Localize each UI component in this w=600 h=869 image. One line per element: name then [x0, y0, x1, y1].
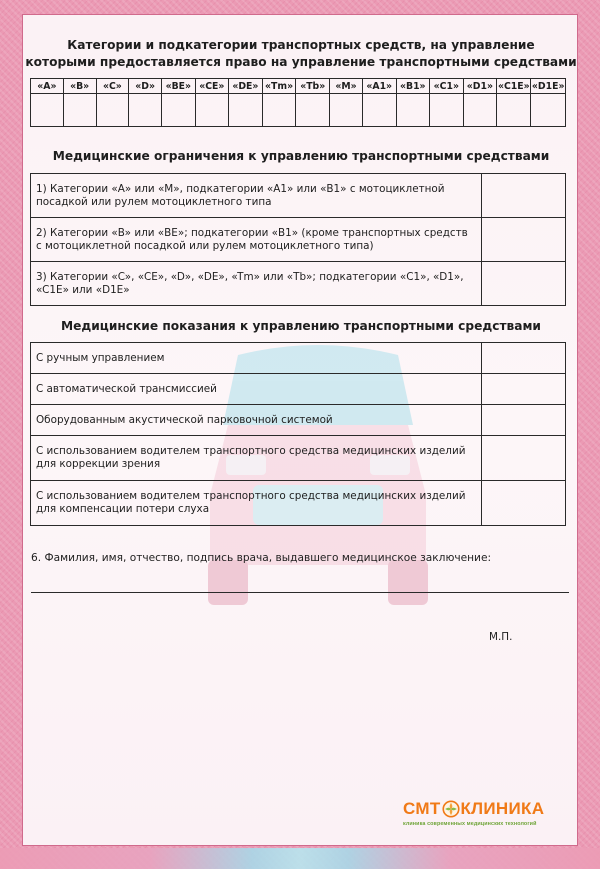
restriction-text: 2) Категории «B» или «BE»; подкатегории «B1» (кроме транспортных средств с мотоциклетной посадкой или рулем мотоциклетного типа): [31, 218, 482, 262]
category-header: «M»: [329, 79, 362, 94]
category-value-cell[interactable]: [63, 94, 96, 127]
doctor-field-label: 6. Фамилия, имя, отчество, подпись врача, выдавшего медицинское заключение:: [31, 552, 492, 564]
indication-row: [31, 405, 566, 436]
indication-text: С ручным управлением: [31, 343, 482, 374]
restriction-row: [31, 174, 566, 218]
category-value-cell[interactable]: [262, 94, 296, 127]
logo-text-left: СМТ: [403, 799, 441, 818]
category-value-cell[interactable]: [162, 94, 196, 127]
category-header: «CE»: [195, 79, 228, 94]
restriction-text: 1) Категории «A» или «M», подкатегории «A1» или «B1» с мотоциклетной посадкой или рулем мотоциклетного типа: [31, 174, 482, 218]
category-value-cell[interactable]: [362, 94, 396, 127]
category-value-cell[interactable]: [430, 94, 464, 127]
logo-text-right: КЛИНИКА: [460, 799, 545, 818]
category-header: «B1»: [396, 79, 430, 94]
indication-value-cell[interactable]: [481, 343, 566, 374]
categories-table: [30, 78, 566, 127]
indication-row: [31, 343, 566, 374]
restriction-row: [31, 218, 566, 262]
category-header: «C1»: [430, 79, 464, 94]
category-header: «B»: [63, 79, 96, 94]
category-header: «Tb»: [296, 79, 329, 94]
category-value-cell[interactable]: [463, 94, 497, 127]
category-header: «C1E»: [497, 80, 530, 92]
indication-value-cell[interactable]: [481, 374, 566, 405]
category-value-cell[interactable]: [497, 94, 531, 127]
category-value-cell[interactable]: [195, 94, 228, 127]
category-header: «D1E»: [531, 80, 565, 92]
categories-header-row: [31, 79, 566, 94]
medical-certificate-page: [22, 14, 578, 846]
restriction-value-cell[interactable]: [481, 218, 566, 262]
category-value-cell[interactable]: [296, 94, 329, 127]
indications-title: Медицинские показания к управлению транспортными средствами: [61, 319, 541, 333]
category-value-cell[interactable]: [329, 94, 362, 127]
category-value-cell[interactable]: [229, 94, 263, 127]
indication-value-cell[interactable]: [481, 436, 566, 481]
indication-text: С автоматической трансмиссией: [31, 374, 482, 405]
category-value-cell[interactable]: [129, 94, 162, 127]
category-header: «A1»: [362, 79, 396, 94]
indications-table: [30, 342, 566, 526]
category-value-cell[interactable]: [96, 94, 129, 127]
indication-value-cell[interactable]: [481, 481, 566, 526]
indication-row: [31, 481, 566, 526]
indication-text: Оборудованным акустической парковочной системой: [31, 405, 482, 436]
category-value-cell[interactable]: [31, 94, 64, 127]
indication-value-cell[interactable]: [481, 405, 566, 436]
categories-title-line2: которыми предоставляется право на управление транспортными средствами: [25, 55, 577, 69]
stamp-label: М.П.: [489, 631, 513, 643]
logo-tagline: клиника современных медицинских технологий: [403, 821, 537, 827]
indication-text: С использованием водителем транспортного средства медицинских изделий для коррекции зрения: [31, 436, 482, 481]
category-header: «DE»: [229, 79, 263, 94]
restrictions-title: Медицинские ограничения к управлению транспортными средствами: [52, 149, 550, 163]
indication-text: С использованием водителем транспортного средства медицинских изделий для компенсации потери слуха: [31, 481, 482, 526]
category-header: «D»: [129, 79, 162, 94]
category-header: «D1»: [463, 79, 497, 94]
clinic-logo: [403, 799, 573, 831]
category-header: «BE»: [162, 79, 196, 94]
category-value-cell[interactable]: [396, 94, 430, 127]
category-header: «C»: [96, 79, 129, 94]
category-header: «Tm»: [262, 79, 296, 94]
restriction-value-cell[interactable]: [481, 262, 566, 306]
clinic-emblem-icon: [442, 800, 460, 818]
categories-value-row: [31, 94, 566, 127]
restrictions-table: [30, 173, 566, 306]
restriction-text: 3) Категории «C», «CE», «D», «DE», «Tm» или «Tb»; подкатегории «C1», «D1», «C1E» или «D1E»: [31, 262, 482, 306]
indication-row: [31, 374, 566, 405]
categories-title-line1: Категории и подкатегории транспортных средств, на управление: [67, 38, 535, 52]
indication-row: [31, 436, 566, 481]
restriction-row: [31, 262, 566, 306]
category-value-cell[interactable]: [531, 94, 566, 127]
doctor-signature-line[interactable]: [31, 592, 569, 593]
restriction-value-cell[interactable]: [481, 174, 566, 218]
category-header: «A»: [31, 79, 64, 94]
security-pattern-band: [0, 848, 600, 869]
